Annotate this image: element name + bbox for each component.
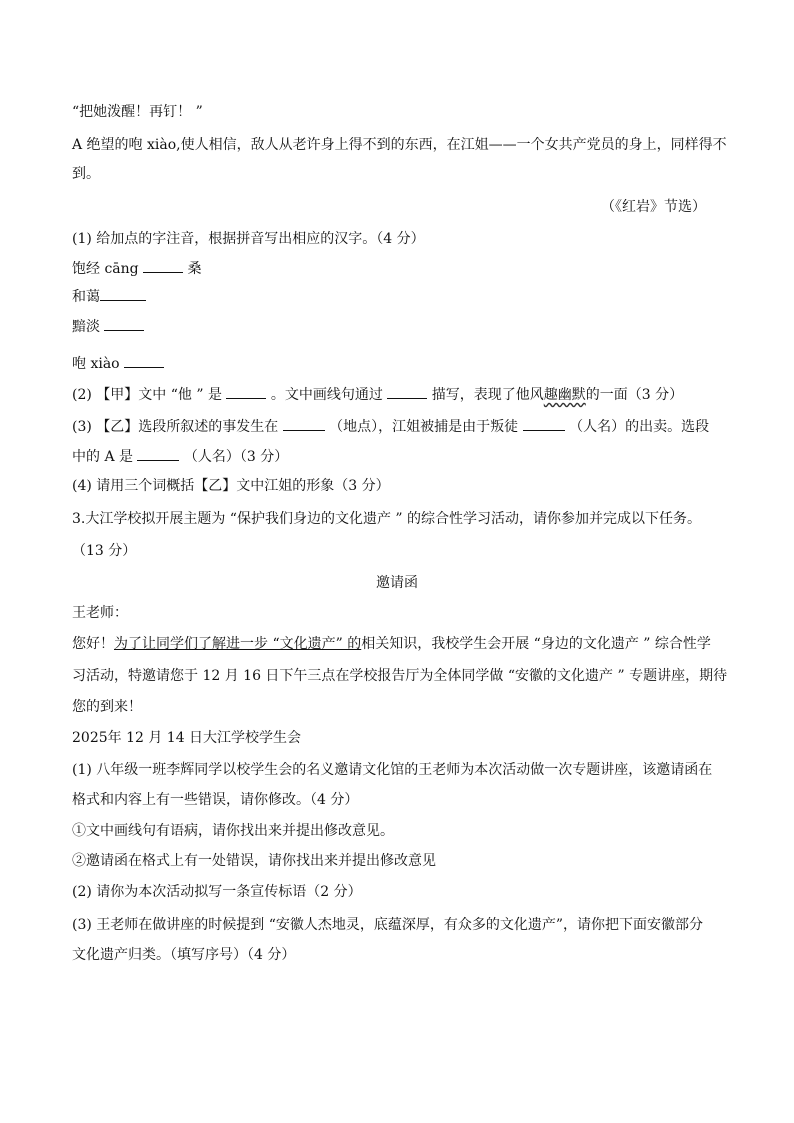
underlined-sentence: 为了让同学们了解进一步 “文化遗产” 的	[114, 636, 362, 652]
letter-greeting: 您好！	[72, 636, 114, 652]
letter-salutation: 王老师：	[72, 605, 128, 621]
question-4: (4) 请用三个词概括【乙】文中江姐的形象（3 分）	[72, 478, 390, 494]
question-1a	[72, 258, 202, 279]
letter-body-rest: 相关知识，我校学生会开展 “身边的文化遗产 ” 综合性学	[361, 636, 711, 652]
question-1c	[72, 316, 144, 337]
task-2: (2) 请你为本次活动拟写一条宣传标语（2 分）	[72, 884, 362, 900]
task-3-line-2: 文化遗产归类。（填写序号）（4 分）	[72, 947, 296, 963]
task-1-line-1: (1) 八年级一班李辉同学以校学生会的名义邀请文化馆的王老师为本次活动做一次专题讲座，该邀请函在	[72, 762, 713, 778]
source-citation: （《红岩》节选）	[601, 199, 706, 215]
q1a-prefix: 饱经 cāng	[72, 261, 139, 277]
passage-line-2: 到。	[72, 166, 100, 182]
answer-blank[interactable]	[137, 446, 179, 461]
letter-title: 邀请函	[376, 575, 418, 591]
section-3-line-1: 3.大江学校拟开展主题为 “保护我们身边的文化遗产 ” 的综合性学习活动，请你参加并完成以下任务。	[72, 511, 702, 527]
letter-signature: 2025年 12 月 14 日大江学校学生会	[72, 730, 302, 746]
q3-middle-1: （地点），江姐被捕是由于叛徒	[324, 419, 523, 435]
task-1-a: ①文中画线句有语病，请你找出来并提出修改意见。	[72, 823, 394, 839]
question-1: (1) 给加点的字注音，根据拼音写出相应的汉字。（4 分）	[72, 231, 425, 247]
answer-blank[interactable]	[523, 416, 565, 431]
question-1d	[72, 353, 164, 374]
q3-line2-suffix: （人名）（3 分）	[179, 449, 289, 465]
section-3-line-2: （13 分）	[72, 543, 137, 559]
letter-body-line-1	[72, 634, 711, 654]
letter-body-line-2: 习活动，特邀请您于 12 月 16 日下午三点在学校报告厅为全体同学做 “安徽的文化遗产 ” 专题讲座，期待	[72, 668, 728, 684]
answer-blank[interactable]	[387, 384, 427, 399]
letter-body-line-3: 您的到来！	[72, 699, 142, 715]
question-2	[72, 384, 683, 405]
q3-prefix: (3) 【乙】选段所叙述的事发生在	[72, 419, 283, 435]
q3-line2-prefix: 中的 A 是	[72, 449, 138, 465]
question-1b	[72, 286, 146, 307]
q1c-text: 黯淡	[72, 319, 105, 335]
q2-post-2: 的一面（3 分）	[585, 387, 684, 403]
question-3-line-2	[72, 446, 288, 467]
task-1-line-2: 格式和内容上有一些错误，请你修改。（4 分）	[72, 792, 359, 808]
q1b-text: 和蔼	[72, 289, 100, 305]
q1a-suffix: 桑	[183, 261, 202, 277]
q3-middle-2: （人名）的出卖。选段	[564, 419, 710, 435]
task-1-b: ②邀请函在格式上有一处错误，请你找出来并提出修改意见	[72, 853, 436, 869]
answer-blank[interactable]	[124, 353, 164, 368]
question-3-line-1	[72, 416, 709, 437]
quote-line: “把她泼醒！再钉！ ”	[72, 104, 203, 120]
task-3-line-1: (3) 王老师在做讲座的时候提到 “安徽人杰地灵，底蕴深厚，有众多的文化遗产”，请你把下面安徽部分	[72, 917, 704, 933]
q2-prefix: (2) 【甲】文中 “他 ” 是	[72, 387, 227, 403]
q2-middle: 。文中画线句通过	[266, 387, 388, 403]
answer-blank[interactable]	[143, 258, 183, 273]
q2-wavy-underline: 趣幽默	[543, 387, 586, 403]
q1d-text: 咆 xiào	[72, 356, 120, 372]
answer-blank[interactable]	[104, 316, 144, 331]
answer-blank[interactable]	[283, 416, 325, 431]
passage-line-1: A 绝望的咆 xiào,使人相信，敌人从老许身上得不到的东西，在江姐——一个女共产党员的身上，同样得不	[72, 137, 727, 153]
answer-blank[interactable]	[100, 286, 146, 301]
answer-blank[interactable]	[226, 384, 266, 399]
q2-post-1: 描写，表现了他风	[427, 387, 544, 403]
